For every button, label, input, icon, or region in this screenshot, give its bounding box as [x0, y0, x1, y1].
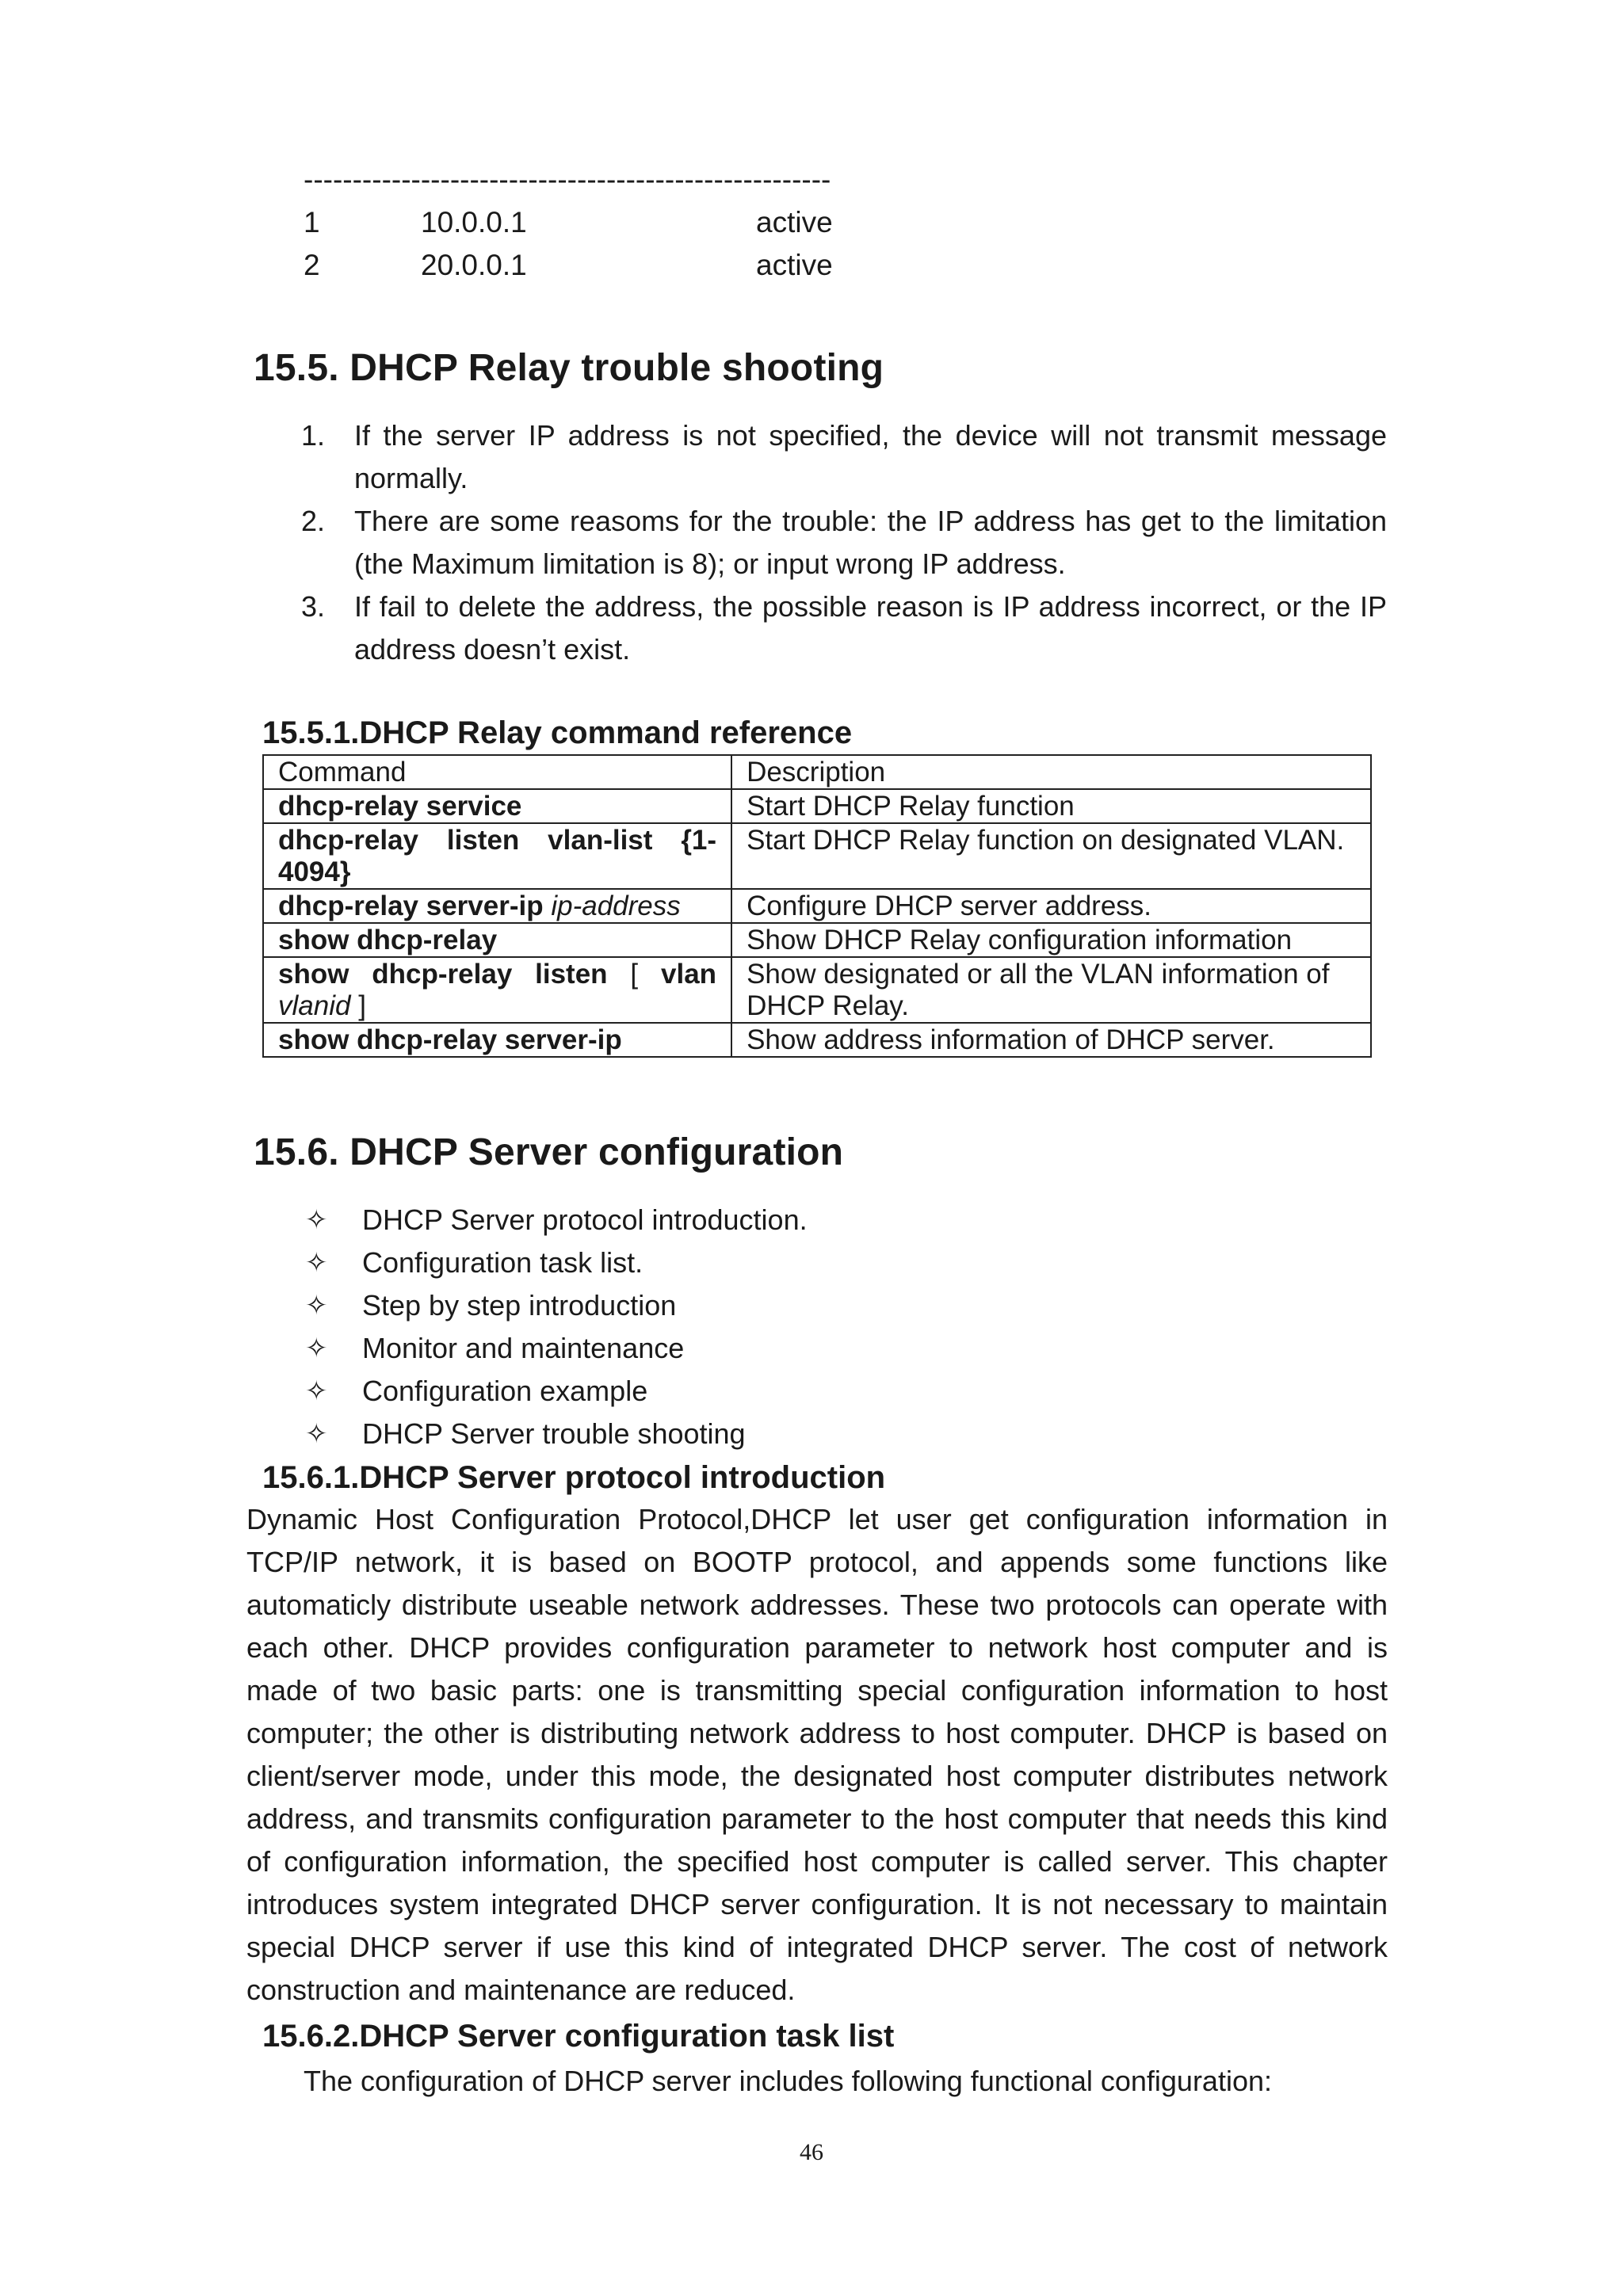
description-cell: Show address information of DHCP server. — [731, 1023, 1371, 1057]
list-item-number: 1. — [301, 419, 326, 452]
command-cell — [263, 823, 731, 889]
diamond-bullet-icon: ✧ — [305, 1290, 328, 1322]
list-item — [305, 1241, 808, 1284]
list-item — [305, 1327, 808, 1370]
table-row — [263, 957, 1371, 1023]
list-item-text: Step by step introduction — [362, 1289, 677, 1322]
listing-row — [304, 244, 831, 287]
table-row — [263, 1023, 1371, 1057]
section-heading-15-5-1: 15.5.1.DHCP Relay command reference — [262, 715, 853, 750]
description-cell: Show DHCP Relay configuration information — [731, 923, 1371, 957]
listing-num: 2 — [304, 249, 320, 281]
intro-text: The configuration of DHCP server includes following functional configuration: — [304, 2065, 1272, 2097]
list-item-text: DHCP Server trouble shooting — [362, 1417, 746, 1450]
list-item-text: Configuration example — [362, 1375, 648, 1407]
description-cell: Configure DHCP server address. — [731, 889, 1371, 923]
description-cell: Start DHCP Relay function on designated VLAN. — [731, 823, 1371, 889]
section-heading-15-5: 15.5. DHCP Relay trouble shooting — [254, 347, 884, 389]
command-reference-table — [262, 754, 1372, 1058]
command-cell: dhcp-relay service — [263, 789, 731, 823]
command-cell: show dhcp-relay — [263, 923, 731, 957]
description-cell: Show designated or all the VLAN information of DHCP Relay. — [731, 957, 1371, 1023]
listing-status: active — [756, 249, 833, 281]
list-item-text: If the server IP address is not specified, the device will not transmit message normally. — [354, 419, 1387, 494]
list-item — [305, 1370, 808, 1413]
page-number: 46 — [800, 2139, 823, 2165]
listing-status: active — [756, 206, 833, 238]
diamond-bullet-icon: ✧ — [305, 1375, 328, 1407]
command-cell — [263, 957, 731, 1023]
troubleshooting-list — [301, 414, 1387, 671]
header-description: Description — [731, 755, 1371, 789]
address-listing — [304, 158, 831, 287]
diamond-bullet-icon: ✧ — [305, 1333, 328, 1364]
command-keyword: vlan — [661, 959, 717, 990]
table-row — [263, 823, 1371, 889]
listing-num: 1 — [304, 206, 320, 238]
command-text: dhcp-relay server-ip — [278, 891, 544, 921]
listing-address: 10.0.0.1 — [421, 206, 527, 238]
command-cell: show dhcp-relay server-ip — [263, 1023, 731, 1057]
server-topics-list — [305, 1199, 808, 1455]
command-argument: ip-address — [551, 891, 681, 921]
list-item — [301, 414, 1387, 500]
command-bracket: [ — [630, 959, 639, 990]
list-item-number: 3. — [301, 590, 326, 623]
table-row — [263, 923, 1371, 957]
list-item — [305, 1199, 808, 1241]
list-item-text: If fail to delete the address, the possible reason is IP address incorrect, or the IP address doesn’t exist. — [354, 590, 1387, 666]
command-cell — [263, 889, 731, 923]
diamond-bullet-icon: ✧ — [305, 1204, 328, 1236]
listing-row — [304, 201, 831, 244]
list-item-text: Configuration task list. — [362, 1246, 643, 1279]
command-bracket-close: ] — [358, 990, 366, 1021]
list-item — [301, 500, 1387, 585]
table-row — [263, 889, 1371, 923]
table-row — [263, 789, 1371, 823]
diamond-bullet-icon: ✧ — [305, 1418, 328, 1450]
diamond-bullet-icon: ✧ — [305, 1247, 328, 1279]
description-cell: Start DHCP Relay function — [731, 789, 1371, 823]
table-header-row — [263, 755, 1371, 789]
command-argument: vlanid — [278, 990, 351, 1021]
listing-address: 20.0.0.1 — [421, 249, 527, 281]
section-heading-15-6-1: 15.6.1.DHCP Server protocol introduction — [262, 1460, 886, 1495]
list-item-text: Monitor and maintenance — [362, 1332, 685, 1364]
command-text: dhcp-relay listen vlan-list {1-4094} — [278, 825, 717, 887]
list-item — [305, 1413, 808, 1455]
header-command: Command — [263, 755, 731, 789]
command-text: show dhcp-relay listen — [278, 959, 608, 990]
list-item-text: DHCP Server protocol introduction. — [362, 1203, 808, 1236]
body-paragraph: Dynamic Host Configuration Protocol,DHCP let user get configuration information in TCP/IP network, it is based on BOOTP protocol, and appends some functions like automaticly distribute useable network addresses. These two protocols can operate with each other. DHCP provides configuration parameter to network host computer and is made of two basic parts: one is transmitting special configuration information to host computer; the other is distributing network address to host computer. DHCP is based on client/server mode, under this mode, the designated host computer distributes network address, and transmits configuration parameter to the host computer that needs this kind of configuration information, the specified host computer is called server. This chapter introduces system integrated DHCP server configuration. It is not necessary to maintain special DHCP server if use this kind of integrated DHCP server. The cost of network construction and maintenance are reduced. — [246, 1503, 1388, 2006]
section-heading-15-6-2: 15.6.2.DHCP Server configuration task list — [262, 2019, 895, 2054]
list-item-number: 2. — [301, 505, 326, 537]
listing-separator: ------------------------------------------------------ — [304, 163, 831, 196]
section-heading-15-6: 15.6. DHCP Server configuration — [254, 1131, 844, 1173]
list-item-text: There are some reasoms for the trouble: the IP address has get to the limitation (the Maximum limitation is 8); or input wrong IP address. — [354, 505, 1387, 580]
list-item — [301, 585, 1387, 671]
list-item — [305, 1284, 808, 1327]
